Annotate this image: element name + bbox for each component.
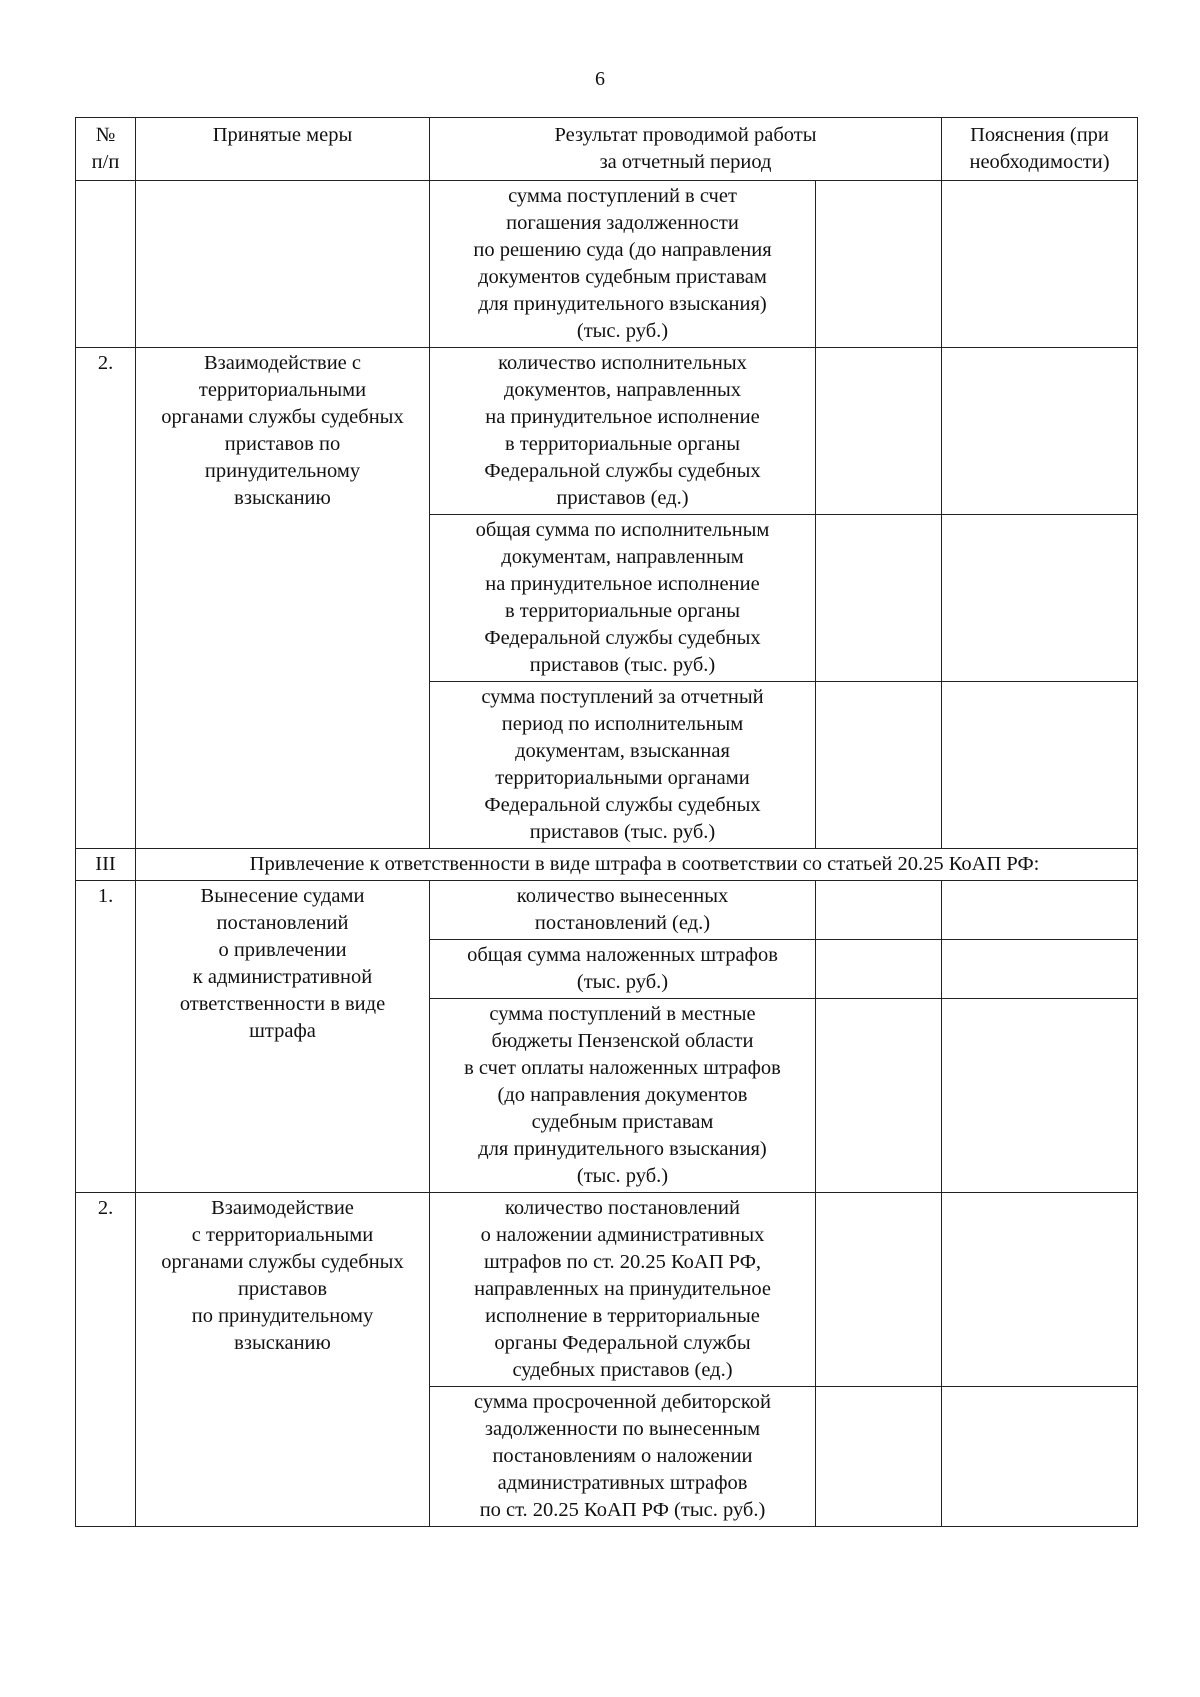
- indicator-cell: количество постановлений о наложении административных штрафов по ст. 20.25 КоАП РФ, направленных на принудительное исполнение в территориальные органы Федеральной службы судебных приставов (ед.): [430, 1193, 816, 1387]
- indicator-cell: сумма поступлений за отчетный период по исполнительным документам, взысканная территориальными органами Федеральной службы судебных приставов (тыс. руб.): [430, 682, 816, 849]
- measure-cell: [136, 181, 430, 348]
- section-number: III: [76, 849, 136, 881]
- notes-cell: [942, 1387, 1138, 1527]
- indicator-cell: сумма просроченной дебиторской задолженности по вынесенным постановлениям о наложении административных штрафов по ст. 20.25 КоАП РФ (тыс. руб.): [430, 1387, 816, 1527]
- table-row: [76, 348, 1138, 515]
- notes-cell: [942, 999, 1138, 1193]
- measure-cell: Взаимодействие с территориальными органами службы судебных приставов по принудительному взысканию: [136, 1193, 430, 1527]
- notes-cell: [942, 515, 1138, 682]
- value-cell: [816, 515, 942, 682]
- notes-cell: [942, 1193, 1138, 1387]
- table-row: [76, 881, 1138, 940]
- table-header-row: [76, 118, 1138, 181]
- value-cell: [816, 348, 942, 515]
- value-cell: [816, 940, 942, 999]
- notes-cell: [942, 682, 1138, 849]
- value-cell: [816, 881, 942, 940]
- row-num-cell: 1.: [76, 881, 136, 1193]
- table-row: [76, 181, 1138, 348]
- notes-cell: [942, 181, 1138, 348]
- report-table: [75, 117, 1138, 1527]
- section-heading-row: [76, 849, 1138, 881]
- value-cell: [816, 1387, 942, 1527]
- value-cell: [816, 1193, 942, 1387]
- section-title: Привлечение к ответственности в виде штрафа в соответствии со статьей 20.25 КоАП РФ:: [136, 849, 1138, 881]
- page-number: 6: [595, 68, 605, 90]
- header-measures: Принятые меры: [136, 118, 430, 181]
- indicator-cell: количество вынесенных постановлений (ед.): [430, 881, 816, 940]
- value-cell: [816, 682, 942, 849]
- header-result: Результат проводимой работы за отчетный период: [430, 118, 942, 181]
- indicator-cell: общая сумма наложенных штрафов (тыс. руб.): [430, 940, 816, 999]
- indicator-cell: количество исполнительных документов, направленных на принудительное исполнение в территориальные органы Федеральной службы судебных приставов (ед.): [430, 348, 816, 515]
- notes-cell: [942, 348, 1138, 515]
- indicator-cell: сумма поступлений в счет погашения задолженности по решению суда (до направления документов судебным приставам для принудительного взыскания) (тыс. руб.): [430, 181, 816, 348]
- indicator-cell: общая сумма по исполнительным документам, направленным на принудительное исполнение в территориальные органы Федеральной службы судебных приставов (тыс. руб.): [430, 515, 816, 682]
- notes-cell: [942, 940, 1138, 999]
- row-num-cell: 2.: [76, 1193, 136, 1527]
- row-num-cell: 2.: [76, 348, 136, 849]
- notes-cell: [942, 881, 1138, 940]
- value-cell: [816, 999, 942, 1193]
- table-row: [76, 1193, 1138, 1387]
- measure-cell: Взаимодействие с территориальными органами службы судебных приставов по принудительному взысканию: [136, 348, 430, 849]
- header-num: № п/п: [76, 118, 136, 181]
- value-cell: [816, 181, 942, 348]
- measure-cell: Вынесение судами постановлений о привлечении к административной ответственности в виде штрафа: [136, 881, 430, 1193]
- row-num-cell: [76, 181, 136, 348]
- header-notes: Пояснения (при необходимости): [942, 118, 1138, 181]
- indicator-cell: сумма поступлений в местные бюджеты Пензенской области в счет оплаты наложенных штрафов (до направления документов судебным приставам для принудительного взыскания) (тыс. руб.): [430, 999, 816, 1193]
